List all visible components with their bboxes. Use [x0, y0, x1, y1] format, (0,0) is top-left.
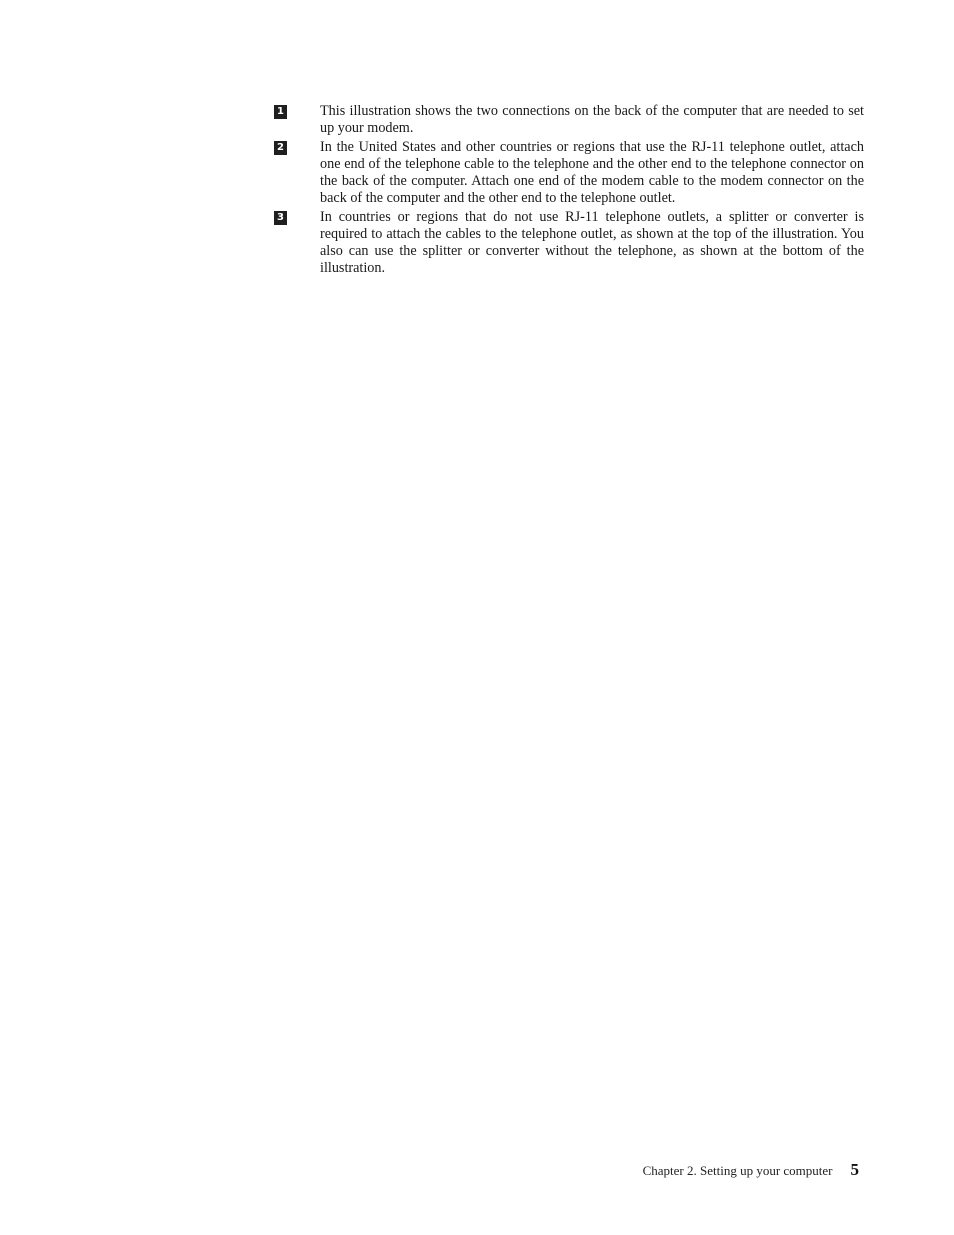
callout-number-badge: 1 [274, 105, 287, 119]
page-number: 5 [850, 1160, 859, 1179]
footer-chapter-title: Chapter 2. Setting up your computer [642, 1163, 833, 1178]
page-footer [643, 1160, 859, 1180]
callout-list [274, 103, 864, 279]
callout-item-1 [274, 103, 864, 137]
callout-item-3 [274, 209, 864, 277]
callout-item-2 [274, 139, 864, 207]
callout-number-badge: 2 [274, 141, 287, 155]
callout-description: In countries or regions that do not use RJ-11 telephone outlets, a splitter or converter is required to attach the cables to the telephone outlet, as shown at the top of the illustration. You also can use the splitter or converter without the telephone, as shown at the bottom of the illustration. [320, 209, 864, 276]
callout-description: In the United States and other countries or regions that use the RJ-11 telephone outlet, attach one end of the telephone cable to the telephone and the other end to the telephone connector on the back of the computer. Attach one end of the modem cable to the modem connector on the back of the computer and the other end to the telephone outlet. [320, 139, 864, 206]
callout-number-badge: 3 [274, 211, 287, 225]
callout-description: This illustration shows the two connections on the back of the computer that are needed to set up your modem. [320, 103, 864, 136]
